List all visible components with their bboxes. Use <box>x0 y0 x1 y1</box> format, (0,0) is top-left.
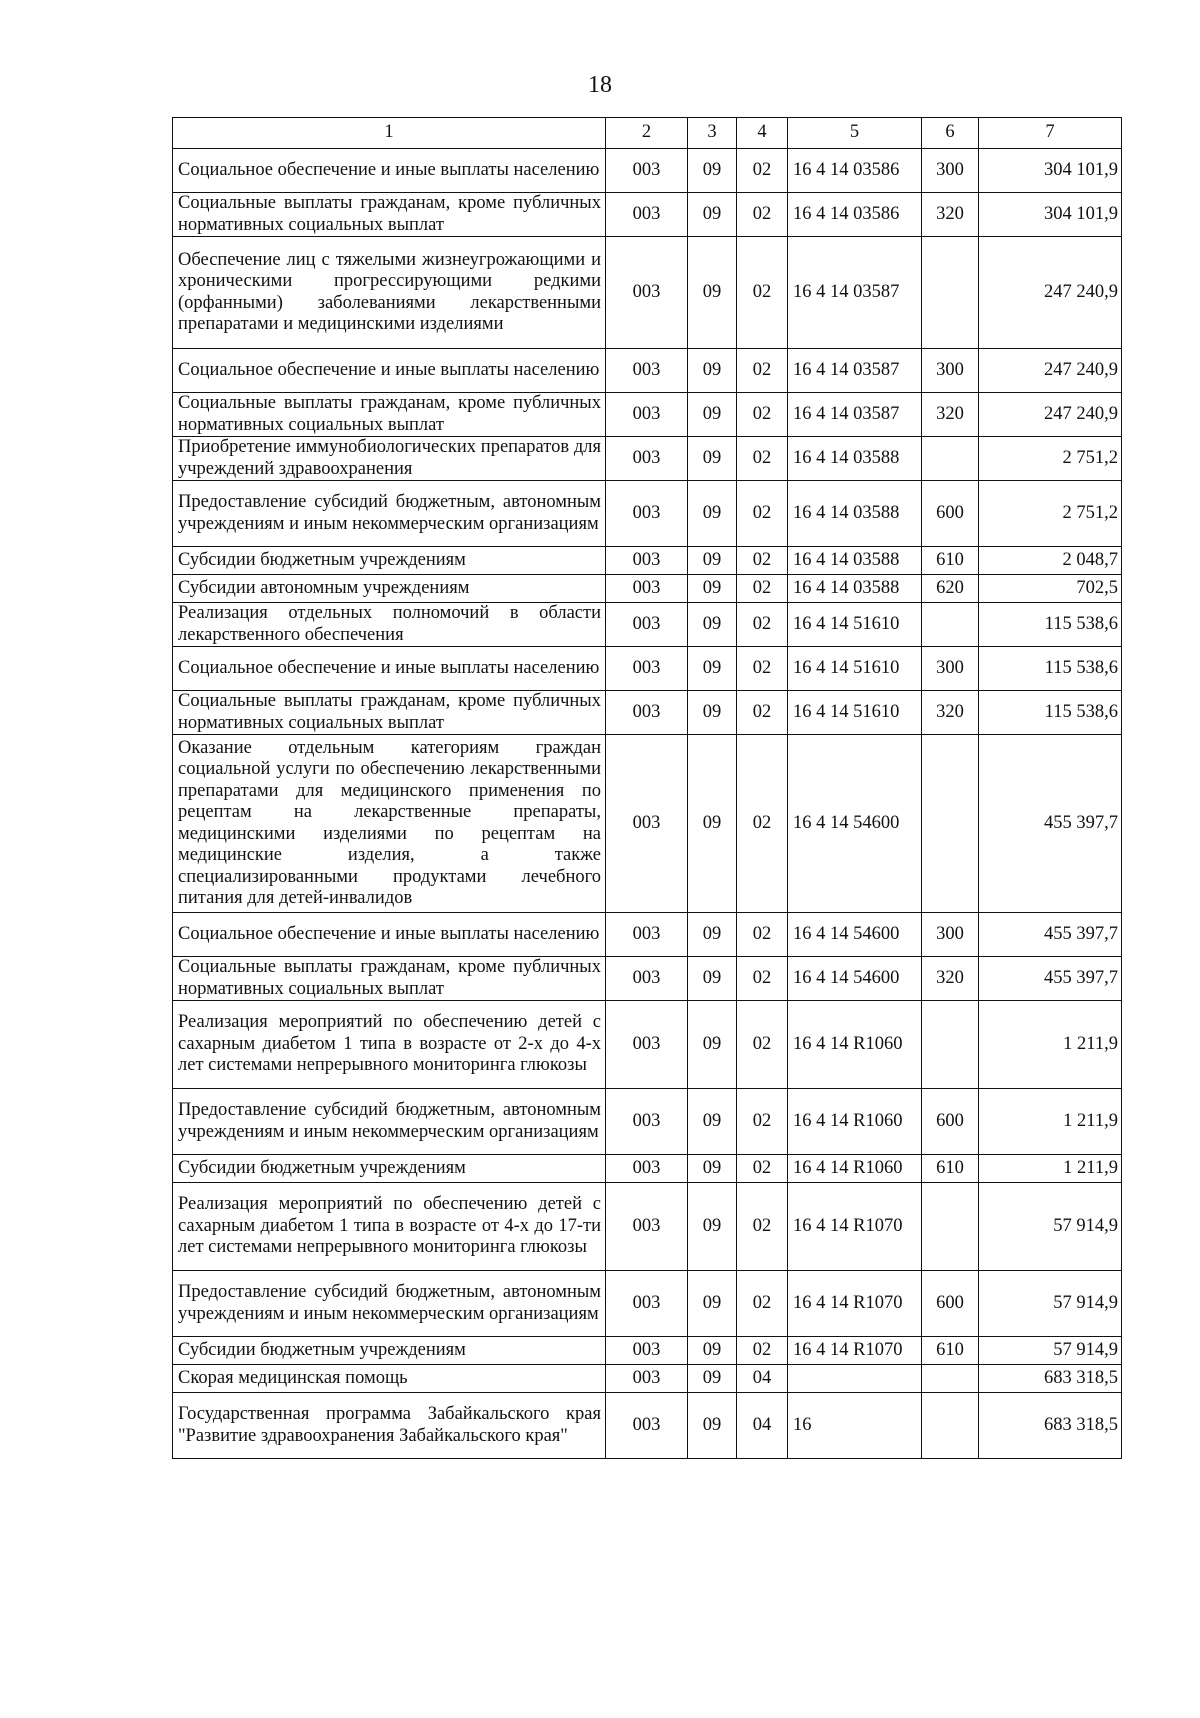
row-admin-code: 003 <box>606 193 688 237</box>
table-row <box>173 547 1122 575</box>
row-section-code: 09 <box>688 237 737 349</box>
row-admin-code: 003 <box>606 691 688 735</box>
row-amount: 1 211,9 <box>979 1001 1122 1089</box>
row-admin-code: 003 <box>606 957 688 1001</box>
row-subsection-code: 04 <box>737 1393 788 1459</box>
row-amount: 304 101,9 <box>979 149 1122 193</box>
table-row <box>173 481 1122 547</box>
row-target-code: 16 4 14 03588 <box>788 437 922 481</box>
row-expense-type <box>922 735 979 913</box>
column-header-4: 4 <box>737 118 788 149</box>
row-admin-code: 003 <box>606 1271 688 1337</box>
row-amount: 115 538,6 <box>979 603 1122 647</box>
row-section-code: 09 <box>688 149 737 193</box>
table-row <box>173 1183 1122 1271</box>
row-name: Социальные выплаты гражданам, кроме публичных нормативных социальных выплат <box>173 691 606 735</box>
row-name: Предоставление субсидий бюджетным, автономным учреждениям и иным некоммерческим организациям <box>173 1089 606 1155</box>
row-target-code: 16 4 14 03588 <box>788 547 922 575</box>
row-expense-type <box>922 603 979 647</box>
row-name: Социальные выплаты гражданам, кроме публичных нормативных социальных выплат <box>173 193 606 237</box>
row-section-code: 09 <box>688 193 737 237</box>
row-expense-type: 610 <box>922 1337 979 1365</box>
table-row <box>173 691 1122 735</box>
row-expense-type: 610 <box>922 547 979 575</box>
row-section-code: 09 <box>688 1365 737 1393</box>
row-name: Социальные выплаты гражданам, кроме публичных нормативных социальных выплат <box>173 957 606 1001</box>
table-row <box>173 237 1122 349</box>
row-subsection-code: 02 <box>737 1001 788 1089</box>
row-expense-type <box>922 437 979 481</box>
row-subsection-code: 02 <box>737 603 788 647</box>
table-row <box>173 149 1122 193</box>
row-subsection-code: 02 <box>737 575 788 603</box>
row-name: Социальное обеспечение и иные выплаты населению <box>173 349 606 393</box>
column-header-2: 2 <box>606 118 688 149</box>
row-target-code: 16 4 14 54600 <box>788 735 922 913</box>
row-subsection-code: 02 <box>737 149 788 193</box>
row-section-code: 09 <box>688 575 737 603</box>
row-expense-type: 620 <box>922 575 979 603</box>
table-row <box>173 349 1122 393</box>
row-admin-code: 003 <box>606 437 688 481</box>
row-amount: 2 048,7 <box>979 547 1122 575</box>
row-amount: 683 318,5 <box>979 1393 1122 1459</box>
table-row <box>173 1365 1122 1393</box>
table-row <box>173 1393 1122 1459</box>
row-expense-type <box>922 1393 979 1459</box>
row-subsection-code: 02 <box>737 349 788 393</box>
row-target-code: 16 4 14 03586 <box>788 193 922 237</box>
row-name: Оказание отдельным категориям граждан социальной услуги по обеспечению лекарственными препаратами для медицинского применения по рецептам на лекарственные препараты, медицинскими изделиями по рецептам на медицинские изделия, а также специализированными продуктами лечебного питания для детей-инвалидов <box>173 735 606 913</box>
row-expense-type: 300 <box>922 913 979 957</box>
row-subsection-code: 02 <box>737 237 788 349</box>
row-name: Предоставление субсидий бюджетным, автономным учреждениям и иным некоммерческим организациям <box>173 1271 606 1337</box>
header-row <box>173 118 1122 149</box>
row-subsection-code: 02 <box>737 1183 788 1271</box>
table-row <box>173 603 1122 647</box>
row-subsection-code: 02 <box>737 1337 788 1365</box>
row-subsection-code: 02 <box>737 1089 788 1155</box>
row-amount: 247 240,9 <box>979 349 1122 393</box>
row-section-code: 09 <box>688 735 737 913</box>
row-subsection-code: 02 <box>737 647 788 691</box>
row-amount: 304 101,9 <box>979 193 1122 237</box>
row-amount: 2 751,2 <box>979 481 1122 547</box>
table-row <box>173 1001 1122 1089</box>
row-section-code: 09 <box>688 957 737 1001</box>
row-admin-code: 003 <box>606 237 688 349</box>
row-admin-code: 003 <box>606 481 688 547</box>
column-header-3: 3 <box>688 118 737 149</box>
page-number: 18 <box>588 72 612 98</box>
row-admin-code: 003 <box>606 1393 688 1459</box>
row-expense-type <box>922 237 979 349</box>
row-amount: 57 914,9 <box>979 1271 1122 1337</box>
row-expense-type: 300 <box>922 149 979 193</box>
row-admin-code: 003 <box>606 913 688 957</box>
column-header-1: 1 <box>173 118 606 149</box>
row-section-code: 09 <box>688 1271 737 1337</box>
row-target-code: 16 <box>788 1393 922 1459</box>
row-name: Скорая медицинская помощь <box>173 1365 606 1393</box>
row-admin-code: 003 <box>606 1089 688 1155</box>
row-target-code: 16 4 14 03588 <box>788 481 922 547</box>
row-name: Реализация мероприятий по обеспечению детей с сахарным диабетом 1 типа в возрасте от 4-х до 17-ти лет системами непрерывного мониторинга глюкозы <box>173 1183 606 1271</box>
table-row <box>173 735 1122 913</box>
row-admin-code: 003 <box>606 149 688 193</box>
row-expense-type: 300 <box>922 647 979 691</box>
row-admin-code: 003 <box>606 647 688 691</box>
row-target-code: 16 4 14 54600 <box>788 957 922 1001</box>
row-name: Реализация отдельных полномочий в области лекарственного обеспечения <box>173 603 606 647</box>
row-section-code: 09 <box>688 691 737 735</box>
table-row <box>173 647 1122 691</box>
row-name: Субсидии бюджетным учреждениям <box>173 1155 606 1183</box>
row-section-code: 09 <box>688 1393 737 1459</box>
row-section-code: 09 <box>688 1183 737 1271</box>
row-target-code <box>788 1365 922 1393</box>
row-target-code: 16 4 14 R1060 <box>788 1155 922 1183</box>
row-admin-code: 003 <box>606 393 688 437</box>
row-name: Субсидии бюджетным учреждениям <box>173 547 606 575</box>
row-amount: 115 538,6 <box>979 647 1122 691</box>
row-name: Субсидии автономным учреждениям <box>173 575 606 603</box>
table-body <box>173 149 1122 1459</box>
budget-table <box>172 117 1122 1459</box>
row-expense-type: 600 <box>922 481 979 547</box>
table-row <box>173 913 1122 957</box>
row-section-code: 09 <box>688 647 737 691</box>
row-subsection-code: 04 <box>737 1365 788 1393</box>
row-section-code: 09 <box>688 547 737 575</box>
row-subsection-code: 02 <box>737 481 788 547</box>
row-section-code: 09 <box>688 913 737 957</box>
table-row <box>173 437 1122 481</box>
row-subsection-code: 02 <box>737 1271 788 1337</box>
row-amount: 57 914,9 <box>979 1183 1122 1271</box>
row-name: Социальное обеспечение и иные выплаты населению <box>173 647 606 691</box>
row-expense-type <box>922 1183 979 1271</box>
row-admin-code: 003 <box>606 1183 688 1271</box>
row-target-code: 16 4 14 51610 <box>788 603 922 647</box>
row-subsection-code: 02 <box>737 735 788 913</box>
row-name: Социальные выплаты гражданам, кроме публичных нормативных социальных выплат <box>173 393 606 437</box>
row-amount: 455 397,7 <box>979 913 1122 957</box>
row-subsection-code: 02 <box>737 691 788 735</box>
row-name: Социальное обеспечение и иные выплаты населению <box>173 149 606 193</box>
row-target-code: 16 4 14 51610 <box>788 647 922 691</box>
row-target-code: 16 4 14 54600 <box>788 913 922 957</box>
row-amount: 1 211,9 <box>979 1089 1122 1155</box>
table-row <box>173 575 1122 603</box>
row-admin-code: 003 <box>606 1155 688 1183</box>
row-section-code: 09 <box>688 349 737 393</box>
row-subsection-code: 02 <box>737 1155 788 1183</box>
row-subsection-code: 02 <box>737 547 788 575</box>
table-row <box>173 1155 1122 1183</box>
column-header-6: 6 <box>922 118 979 149</box>
row-target-code: 16 4 14 R1070 <box>788 1271 922 1337</box>
table-row <box>173 193 1122 237</box>
row-expense-type <box>922 1365 979 1393</box>
column-header-5: 5 <box>788 118 922 149</box>
row-name: Обеспечение лиц с тяжелыми жизнеугрожающими и хроническими прогрессирующими редкими (орфанными) заболеваниями лекарственными препаратами и медицинскими изделиями <box>173 237 606 349</box>
table-row <box>173 1271 1122 1337</box>
row-section-code: 09 <box>688 437 737 481</box>
row-admin-code: 003 <box>606 735 688 913</box>
row-amount: 1 211,9 <box>979 1155 1122 1183</box>
row-amount: 115 538,6 <box>979 691 1122 735</box>
row-subsection-code: 02 <box>737 437 788 481</box>
row-admin-code: 003 <box>606 1365 688 1393</box>
row-amount: 702,5 <box>979 575 1122 603</box>
row-amount: 247 240,9 <box>979 393 1122 437</box>
row-amount: 455 397,7 <box>979 957 1122 1001</box>
row-expense-type: 300 <box>922 349 979 393</box>
row-target-code: 16 4 14 R1070 <box>788 1183 922 1271</box>
row-target-code: 16 4 14 R1060 <box>788 1089 922 1155</box>
row-section-code: 09 <box>688 1089 737 1155</box>
row-admin-code: 003 <box>606 575 688 603</box>
row-section-code: 09 <box>688 1155 737 1183</box>
row-expense-type: 320 <box>922 957 979 1001</box>
row-admin-code: 003 <box>606 1337 688 1365</box>
table-row <box>173 1337 1122 1365</box>
row-name: Приобретение иммунобиологических препаратов для учреждений здравоохранения <box>173 437 606 481</box>
row-target-code: 16 4 14 03587 <box>788 393 922 437</box>
row-expense-type: 610 <box>922 1155 979 1183</box>
row-admin-code: 003 <box>606 547 688 575</box>
row-name: Предоставление субсидий бюджетным, автономным учреждениям и иным некоммерческим организациям <box>173 481 606 547</box>
row-expense-type: 320 <box>922 393 979 437</box>
row-subsection-code: 02 <box>737 193 788 237</box>
row-name: Государственная программа Забайкальского края "Развитие здравоохранения Забайкальского края" <box>173 1393 606 1459</box>
row-subsection-code: 02 <box>737 393 788 437</box>
row-section-code: 09 <box>688 481 737 547</box>
row-expense-type: 320 <box>922 193 979 237</box>
row-section-code: 09 <box>688 393 737 437</box>
row-name: Социальное обеспечение и иные выплаты населению <box>173 913 606 957</box>
row-subsection-code: 02 <box>737 913 788 957</box>
row-name: Субсидии бюджетным учреждениям <box>173 1337 606 1365</box>
row-target-code: 16 4 14 03586 <box>788 149 922 193</box>
row-amount: 247 240,9 <box>979 237 1122 349</box>
row-target-code: 16 4 14 03587 <box>788 349 922 393</box>
row-admin-code: 003 <box>606 603 688 647</box>
row-target-code: 16 4 14 03588 <box>788 575 922 603</box>
row-expense-type: 320 <box>922 691 979 735</box>
row-section-code: 09 <box>688 1001 737 1089</box>
row-target-code: 16 4 14 51610 <box>788 691 922 735</box>
table-row <box>173 1089 1122 1155</box>
row-admin-code: 003 <box>606 349 688 393</box>
row-target-code: 16 4 14 R1060 <box>788 1001 922 1089</box>
row-target-code: 16 4 14 03587 <box>788 237 922 349</box>
row-admin-code: 003 <box>606 1001 688 1089</box>
table-row <box>173 957 1122 1001</box>
row-target-code: 16 4 14 R1070 <box>788 1337 922 1365</box>
column-header-7: 7 <box>979 118 1122 149</box>
row-expense-type: 600 <box>922 1271 979 1337</box>
row-expense-type <box>922 1001 979 1089</box>
row-amount: 2 751,2 <box>979 437 1122 481</box>
row-amount: 455 397,7 <box>979 735 1122 913</box>
row-name: Реализация мероприятий по обеспечению детей с сахарным диабетом 1 типа в возрасте от 2-х до 4-х лет системами непрерывного мониторинга глюкозы <box>173 1001 606 1089</box>
row-expense-type: 600 <box>922 1089 979 1155</box>
row-amount: 683 318,5 <box>979 1365 1122 1393</box>
row-subsection-code: 02 <box>737 957 788 1001</box>
row-section-code: 09 <box>688 603 737 647</box>
row-amount: 57 914,9 <box>979 1337 1122 1365</box>
table-row <box>173 393 1122 437</box>
row-section-code: 09 <box>688 1337 737 1365</box>
